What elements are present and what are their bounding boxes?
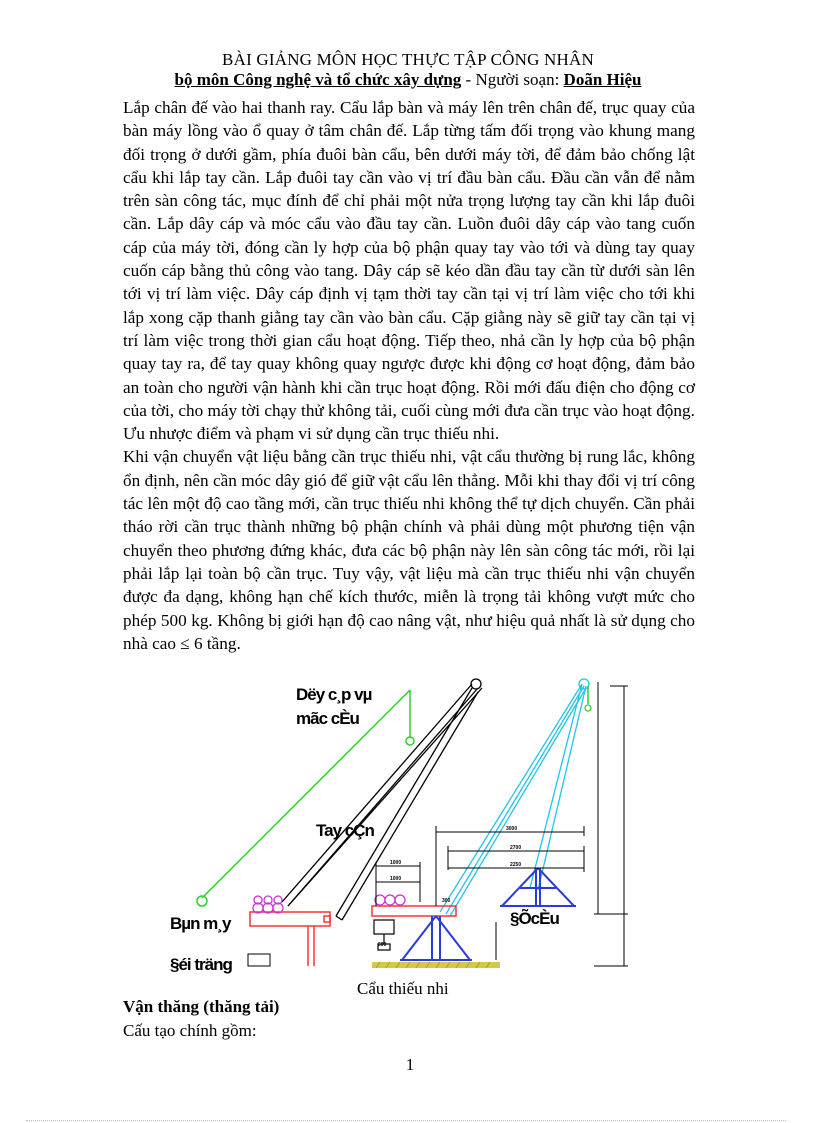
body-text <box>123 96 695 655</box>
label-boom: Tay cÇn <box>316 821 374 840</box>
section-title: Vận thăng (thăng tải) <box>123 997 280 1016</box>
label-table: Bµn m¸y <box>170 914 231 933</box>
paragraph-pros-cons: Khi vận chuyển vật liệu bằng cần trục thiếu nhi, vật cẩu thường bị rung lắc, không ổn định, nên cần móc dây gió để giữ vật cẩu lên thẳng. Mỗi khi thay đổi vị trí công tác lên một độ cao tầng mới, cần trục thiếu nhi không thể tự dịch chuyển. Cần phải tháo rời cần trục thành những bộ phận chính và phải dùng một phương tiện vận chuyển theo phương đứng khác, đưa các bộ phận này lên sàn công tác mới, rồi lại phải lắp lại toàn bộ cần trục. Tuy vậy, vật liệu mà cần trục thiếu nhi vận chuyển được đa dạng, không hạn chế kích thước, miễn là trọng tải không vượt mức cho phép 500 kg. Không bị giới hạn độ cao nâng vật, như hiệu quả nhất là sử dụng cho nhà cao ≤ 6 tầng. <box>123 447 695 653</box>
header-author: Doãn Hiệu <box>563 70 642 89</box>
section-subtitle: Cấu tạo chính gồm: <box>123 1021 257 1040</box>
machine-table-left <box>250 912 330 966</box>
page-header <box>0 50 816 90</box>
header-subtitle <box>0 70 816 90</box>
crane-diagram <box>150 676 670 976</box>
dim-300: 300 <box>442 898 451 904</box>
label-cable: Dëy c¸p vµ <box>296 685 372 704</box>
page-bottom-divider <box>26 1120 786 1121</box>
weights-right <box>375 895 405 905</box>
dim-600: 600 <box>378 942 387 948</box>
paragraph-pros-cons-heading: Ưu nhược điểm và phạm vi sử dụng cần trục thiếu nhi. <box>123 424 500 444</box>
dim-3000: 3000 <box>506 826 518 832</box>
base-frame-2 <box>500 868 576 906</box>
header-sep: - Người soạn: <box>461 70 564 89</box>
base-frame <box>400 916 472 960</box>
dim-2250: 2250 <box>510 862 522 868</box>
counterweight-box <box>248 954 270 966</box>
page-number: 1 <box>405 1055 415 1074</box>
label-base: §ÕcÈu <box>510 909 559 928</box>
dimension-lines <box>376 682 628 966</box>
label-hoist: §éi träng <box>170 955 232 974</box>
figure-caption: Cẩu thiếu nhi <box>357 979 449 998</box>
dim-2700: 2700 <box>510 845 522 851</box>
stay-lines <box>440 679 589 916</box>
dim-1000b: 1000 <box>390 876 402 882</box>
weights-left <box>253 896 283 913</box>
dimension-labels <box>378 826 521 948</box>
dim-1000a: 1000 <box>390 860 402 866</box>
label-hook: mãc cÈu <box>296 709 359 728</box>
header-dept: bộ môn Công nghệ và tổ chức xây dựng <box>174 70 462 89</box>
paragraph-assembly: Lắp chân đế vào hai thanh ray. Cẩu lắp bàn và máy lên trên chân đế, trục quay của bàn máy lồng vào ổ quay ở tâm chân đế. Lắp từng tấm đối trọng vào khung mang đối trọng ở dưới gầm, phía đuôi bàn cẩu, bên dưới máy tời, để đảm bảo chống lật cẩu khi lắp tay cần. Lắp đuôi tay cần vào vị trí đầu bàn cẩu. Đầu cần vẫn để nằm trên sàn công tác, mục đính để chỉ phải một nửa trọng lượng tay cần khi lắp đuôi cần. Lắp dây cáp và móc cẩu vào đầu tay cần. Luồn đuôi dây cáp vào tang cuốn cáp của máy tời, đóng cần ly hợp của bộ phận quay tay vào tới và dùng tay quay cuốn cáp bằng thủ công vào tang. Dây cáp sẽ kéo dần đầu tay cần từ dưới sàn lên tới vị trí làm việc. Dây cáp định vị tạm thời tay cần tại vị trí làm việc cho tới khi lắp xong cặp thanh giằng tay cần vào bàn cẩu. Cặp giằng này sẽ giữ tay cần tại vị trí làm việc trong thời gian cẩu hoạt động. Tiếp theo, nhả cần ly hợp của bộ phận quay tay ra, để tay quay không quay ngược được khi động cơ hoạt động, đảm bảo an toàn cho người vận hành khi cần trục hoạt động. Rồi mới đấu điện cho động cơ của tời, cho máy tời chạy thử không tải, cuối cùng mới đưa cần trục vào hoạt động. <box>123 98 695 420</box>
header-title: BÀI GIẢNG MÔN HỌC THỰC TẬP CÔNG NHÂN <box>222 50 594 69</box>
